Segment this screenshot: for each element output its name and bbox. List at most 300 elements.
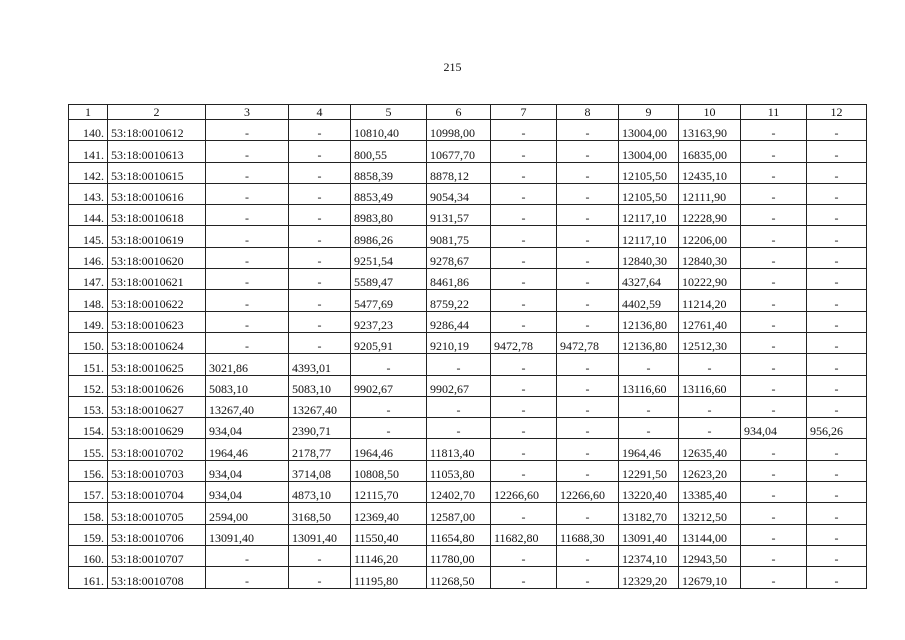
cadastral-number-cell: 53:18:0010627 — [108, 396, 206, 417]
value-cell: - — [289, 545, 351, 566]
value-cell: - — [289, 183, 351, 204]
value-cell: - — [557, 183, 619, 204]
value-cell: 12369,40 — [351, 503, 427, 524]
table-row — [69, 503, 867, 524]
value-cell: - — [289, 567, 351, 588]
value-cell: - — [206, 120, 289, 141]
value-cell: 1964,46 — [619, 439, 679, 460]
value-cell: - — [491, 183, 557, 204]
value-cell: 11146,20 — [351, 545, 427, 566]
column-header: 11 — [741, 105, 807, 120]
value-cell: 3168,50 — [289, 503, 351, 524]
value-cell: 2390,71 — [289, 418, 351, 439]
value-cell: - — [206, 141, 289, 162]
cadastral-number-cell: 53:18:0010622 — [108, 290, 206, 311]
value-cell: - — [557, 205, 619, 226]
value-cell: 2178,77 — [289, 439, 351, 460]
cadastral-number-cell: 53:18:0010702 — [108, 439, 206, 460]
cadastral-number-cell: 53:18:0010615 — [108, 162, 206, 183]
value-cell: 4393,01 — [289, 354, 351, 375]
cadastral-number-cell: 53:18:0010613 — [108, 141, 206, 162]
value-cell: - — [289, 269, 351, 290]
value-cell: 5477,69 — [351, 290, 427, 311]
row-number-cell: 145. — [69, 226, 108, 247]
table-row — [69, 226, 867, 247]
value-cell: 1964,46 — [206, 439, 289, 460]
value-cell: 11214,20 — [679, 290, 741, 311]
cadastral-number-cell: 53:18:0010619 — [108, 226, 206, 247]
value-cell: 3714,08 — [289, 460, 351, 481]
value-cell: - — [741, 141, 807, 162]
value-cell: - — [741, 460, 807, 481]
table-row — [69, 439, 867, 460]
value-cell: - — [619, 354, 679, 375]
value-cell: 12761,40 — [679, 311, 741, 332]
value-cell: 11813,40 — [427, 439, 491, 460]
value-cell: 11550,40 — [351, 524, 427, 545]
value-cell: - — [741, 545, 807, 566]
value-cell: 9210,19 — [427, 332, 491, 353]
value-cell: 4402,59 — [619, 290, 679, 311]
value-cell: - — [491, 567, 557, 588]
value-cell: 9278,67 — [427, 247, 491, 268]
column-header: 9 — [619, 105, 679, 120]
value-cell: - — [807, 205, 867, 226]
value-cell: 12679,10 — [679, 567, 741, 588]
value-cell: - — [557, 354, 619, 375]
cadastral-number-cell: 53:18:0010704 — [108, 482, 206, 503]
value-cell: - — [619, 418, 679, 439]
row-number-cell: 150. — [69, 332, 108, 353]
value-cell: - — [557, 269, 619, 290]
table-row — [69, 332, 867, 353]
value-cell: - — [491, 311, 557, 332]
row-number-cell: 151. — [69, 354, 108, 375]
value-cell: - — [807, 482, 867, 503]
value-cell: 4327,64 — [619, 269, 679, 290]
cadastral-number-cell: 53:18:0010612 — [108, 120, 206, 141]
value-cell: - — [491, 269, 557, 290]
value-cell: 12111,90 — [679, 183, 741, 204]
value-cell: - — [289, 141, 351, 162]
table-row — [69, 418, 867, 439]
value-cell: - — [557, 375, 619, 396]
value-cell: 9205,91 — [351, 332, 427, 353]
row-number-cell: 147. — [69, 269, 108, 290]
value-cell: - — [206, 162, 289, 183]
value-cell: 12623,20 — [679, 460, 741, 481]
value-cell: - — [289, 247, 351, 268]
value-cell: - — [807, 524, 867, 545]
table-row — [69, 311, 867, 332]
value-cell: 10808,50 — [351, 460, 427, 481]
value-cell: - — [807, 141, 867, 162]
value-cell: - — [557, 567, 619, 588]
value-cell: 9902,67 — [351, 375, 427, 396]
value-cell: - — [206, 269, 289, 290]
column-header: 8 — [557, 105, 619, 120]
value-cell: - — [741, 332, 807, 353]
value-cell: - — [491, 226, 557, 247]
value-cell: 12374,10 — [619, 545, 679, 566]
value-cell: 13144,00 — [679, 524, 741, 545]
value-cell: - — [491, 460, 557, 481]
value-cell: 9472,78 — [491, 332, 557, 353]
value-cell: - — [741, 354, 807, 375]
value-cell: 5083,10 — [206, 375, 289, 396]
value-cell: - — [289, 311, 351, 332]
value-cell: - — [807, 162, 867, 183]
value-cell: - — [557, 247, 619, 268]
table-row — [69, 120, 867, 141]
column-header: 5 — [351, 105, 427, 120]
value-cell: - — [491, 141, 557, 162]
value-cell: - — [557, 141, 619, 162]
row-number-cell: 149. — [69, 311, 108, 332]
value-cell: 10222,90 — [679, 269, 741, 290]
value-cell: 12266,60 — [491, 482, 557, 503]
value-cell: - — [807, 120, 867, 141]
value-cell: 8461,86 — [427, 269, 491, 290]
value-cell: 12840,30 — [679, 247, 741, 268]
value-cell: - — [807, 311, 867, 332]
value-cell: - — [206, 567, 289, 588]
column-header: 4 — [289, 105, 351, 120]
value-cell: 11682,80 — [491, 524, 557, 545]
value-cell: 9472,78 — [557, 332, 619, 353]
cadastral-number-cell: 53:18:0010620 — [108, 247, 206, 268]
value-cell: 8853,49 — [351, 183, 427, 204]
table-row — [69, 162, 867, 183]
value-cell: 12291,50 — [619, 460, 679, 481]
table-row — [69, 247, 867, 268]
row-number-cell: 160. — [69, 545, 108, 566]
value-cell: - — [289, 120, 351, 141]
value-cell: - — [557, 439, 619, 460]
value-cell: - — [557, 290, 619, 311]
value-cell: 9286,44 — [427, 311, 491, 332]
cadastral-number-cell: 53:18:0010707 — [108, 545, 206, 566]
table-row — [69, 545, 867, 566]
value-cell: 13267,40 — [206, 396, 289, 417]
value-cell: 11268,50 — [427, 567, 491, 588]
value-cell: 11053,80 — [427, 460, 491, 481]
value-cell: - — [557, 226, 619, 247]
value-cell: - — [491, 354, 557, 375]
table-row — [69, 375, 867, 396]
value-cell: 12206,00 — [679, 226, 741, 247]
value-cell: 11654,80 — [427, 524, 491, 545]
value-cell: 1964,46 — [351, 439, 427, 460]
column-header: 3 — [206, 105, 289, 120]
value-cell: - — [807, 396, 867, 417]
value-cell: 12943,50 — [679, 545, 741, 566]
value-cell: 9902,67 — [427, 375, 491, 396]
value-cell: - — [491, 375, 557, 396]
table-row — [69, 141, 867, 162]
value-cell: 12266,60 — [557, 482, 619, 503]
value-cell: - — [289, 332, 351, 353]
column-header: 7 — [491, 105, 557, 120]
value-cell: 12587,00 — [427, 503, 491, 524]
value-cell: - — [741, 396, 807, 417]
cadastral-number-cell: 53:18:0010616 — [108, 183, 206, 204]
column-header: 6 — [427, 105, 491, 120]
value-cell: 12512,30 — [679, 332, 741, 353]
value-cell: 13182,70 — [619, 503, 679, 524]
value-cell: 13212,50 — [679, 503, 741, 524]
cadastral-number-cell: 53:18:0010705 — [108, 503, 206, 524]
page-number: 215 — [443, 60, 462, 74]
value-cell: 10810,40 — [351, 120, 427, 141]
value-cell: - — [741, 269, 807, 290]
row-number-cell: 157. — [69, 482, 108, 503]
value-cell: 12115,70 — [351, 482, 427, 503]
value-cell: 956,26 — [807, 418, 867, 439]
value-cell: - — [807, 439, 867, 460]
cadastral-number-cell: 53:18:0010703 — [108, 460, 206, 481]
value-cell: 12117,10 — [619, 226, 679, 247]
value-cell: - — [807, 567, 867, 588]
cadastral-number-cell: 53:18:0010625 — [108, 354, 206, 375]
value-cell: - — [741, 524, 807, 545]
value-cell: - — [351, 354, 427, 375]
value-cell: 13091,40 — [206, 524, 289, 545]
value-cell: - — [491, 396, 557, 417]
value-cell: - — [206, 290, 289, 311]
value-cell: 8983,80 — [351, 205, 427, 226]
value-cell: 13116,60 — [679, 375, 741, 396]
value-cell: 12435,10 — [679, 162, 741, 183]
value-cell: - — [491, 290, 557, 311]
value-cell: - — [491, 439, 557, 460]
value-cell: 13004,00 — [619, 141, 679, 162]
value-cell: - — [741, 439, 807, 460]
value-cell: - — [491, 120, 557, 141]
value-cell: 5589,47 — [351, 269, 427, 290]
value-cell: 13116,60 — [619, 375, 679, 396]
value-cell: - — [807, 247, 867, 268]
value-cell: - — [206, 205, 289, 226]
value-cell: - — [206, 183, 289, 204]
value-cell: 13091,40 — [289, 524, 351, 545]
value-cell: - — [491, 545, 557, 566]
value-cell: 12105,50 — [619, 162, 679, 183]
value-cell: - — [289, 162, 351, 183]
value-cell: - — [427, 418, 491, 439]
value-cell: - — [289, 290, 351, 311]
value-cell: - — [741, 226, 807, 247]
value-cell: - — [807, 503, 867, 524]
value-cell: - — [741, 162, 807, 183]
value-cell: - — [557, 162, 619, 183]
value-cell: - — [289, 205, 351, 226]
header-row — [69, 105, 867, 120]
value-cell: - — [807, 183, 867, 204]
row-number-cell: 156. — [69, 460, 108, 481]
value-cell: 13385,40 — [679, 482, 741, 503]
value-cell: 12136,80 — [619, 311, 679, 332]
value-cell: 13267,40 — [289, 396, 351, 417]
cadastral-number-cell: 53:18:0010621 — [108, 269, 206, 290]
column-header: 2 — [108, 105, 206, 120]
value-cell: - — [206, 247, 289, 268]
value-cell: 2594,00 — [206, 503, 289, 524]
value-cell: 934,04 — [206, 482, 289, 503]
value-cell: - — [206, 545, 289, 566]
value-cell: 12329,20 — [619, 567, 679, 588]
value-cell: 12136,80 — [619, 332, 679, 353]
value-cell: 8858,39 — [351, 162, 427, 183]
cadastral-number-cell: 53:18:0010618 — [108, 205, 206, 226]
value-cell: 934,04 — [206, 418, 289, 439]
row-number-cell: 161. — [69, 567, 108, 588]
table-row — [69, 460, 867, 481]
table-row — [69, 290, 867, 311]
value-cell: - — [427, 354, 491, 375]
value-cell: - — [351, 396, 427, 417]
value-cell: 12840,30 — [619, 247, 679, 268]
row-number-cell: 144. — [69, 205, 108, 226]
value-cell: - — [807, 332, 867, 353]
value-cell: 11780,00 — [427, 545, 491, 566]
value-cell: 12635,40 — [679, 439, 741, 460]
value-cell: 8986,26 — [351, 226, 427, 247]
row-number-cell: 146. — [69, 247, 108, 268]
value-cell: - — [206, 332, 289, 353]
table-body — [69, 120, 867, 589]
value-cell: - — [206, 311, 289, 332]
row-number-cell: 142. — [69, 162, 108, 183]
table-row — [69, 396, 867, 417]
value-cell: 800,55 — [351, 141, 427, 162]
value-cell: 5083,10 — [289, 375, 351, 396]
value-cell: - — [491, 162, 557, 183]
value-cell: - — [557, 545, 619, 566]
table-header — [69, 105, 867, 120]
cadastral-number-cell: 53:18:0010624 — [108, 332, 206, 353]
value-cell: - — [807, 290, 867, 311]
value-cell: - — [491, 418, 557, 439]
cadastral-number-cell: 53:18:0010626 — [108, 375, 206, 396]
value-cell: - — [679, 354, 741, 375]
table-row — [69, 205, 867, 226]
row-number-cell: 140. — [69, 120, 108, 141]
column-header: 12 — [807, 105, 867, 120]
value-cell: - — [741, 567, 807, 588]
value-cell: - — [807, 354, 867, 375]
table-row — [69, 269, 867, 290]
row-number-cell: 158. — [69, 503, 108, 524]
value-cell: - — [619, 396, 679, 417]
value-cell: 9237,23 — [351, 311, 427, 332]
value-cell: 10998,00 — [427, 120, 491, 141]
value-cell: 3021,86 — [206, 354, 289, 375]
value-cell: 12228,90 — [679, 205, 741, 226]
value-cell: - — [557, 311, 619, 332]
table-row — [69, 354, 867, 375]
value-cell: - — [491, 503, 557, 524]
row-number-cell: 143. — [69, 183, 108, 204]
value-cell: 13091,40 — [619, 524, 679, 545]
value-cell: - — [351, 418, 427, 439]
value-cell: 9054,34 — [427, 183, 491, 204]
value-cell: - — [741, 503, 807, 524]
value-cell: - — [807, 460, 867, 481]
data-table — [68, 104, 867, 589]
value-cell: - — [807, 269, 867, 290]
value-cell: - — [491, 205, 557, 226]
table-row — [69, 567, 867, 588]
table-row — [69, 482, 867, 503]
row-number-cell: 159. — [69, 524, 108, 545]
value-cell: 8878,12 — [427, 162, 491, 183]
row-number-cell: 154. — [69, 418, 108, 439]
value-cell: - — [206, 226, 289, 247]
value-cell: 10677,70 — [427, 141, 491, 162]
row-number-cell: 153. — [69, 396, 108, 417]
value-cell: - — [679, 396, 741, 417]
column-header: 10 — [679, 105, 741, 120]
value-cell: - — [807, 375, 867, 396]
value-cell: - — [741, 311, 807, 332]
row-number-cell: 155. — [69, 439, 108, 460]
value-cell: 9081,75 — [427, 226, 491, 247]
cadastral-number-cell: 53:18:0010708 — [108, 567, 206, 588]
value-cell: - — [427, 396, 491, 417]
value-cell: 13163,90 — [679, 120, 741, 141]
cadastral-number-cell: 53:18:0010629 — [108, 418, 206, 439]
value-cell: 13004,00 — [619, 120, 679, 141]
value-cell: 12105,50 — [619, 183, 679, 204]
value-cell: 11688,30 — [557, 524, 619, 545]
table-row — [69, 183, 867, 204]
table-row — [69, 524, 867, 545]
cadastral-number-cell: 53:18:0010623 — [108, 311, 206, 332]
value-cell: - — [289, 226, 351, 247]
value-cell: - — [557, 120, 619, 141]
value-cell: 8759,22 — [427, 290, 491, 311]
cadastral-number-cell: 53:18:0010706 — [108, 524, 206, 545]
row-number-cell: 141. — [69, 141, 108, 162]
value-cell: 9131,57 — [427, 205, 491, 226]
value-cell: - — [679, 418, 741, 439]
value-cell: - — [807, 545, 867, 566]
row-number-cell: 148. — [69, 290, 108, 311]
row-number-cell: 152. — [69, 375, 108, 396]
value-cell: 4873,10 — [289, 482, 351, 503]
value-cell: - — [557, 396, 619, 417]
value-cell: - — [741, 375, 807, 396]
value-cell: - — [741, 183, 807, 204]
value-cell: - — [741, 120, 807, 141]
value-cell: 934,04 — [741, 418, 807, 439]
value-cell: 12117,10 — [619, 205, 679, 226]
value-cell: 16835,00 — [679, 141, 741, 162]
value-cell: - — [807, 226, 867, 247]
column-header: 1 — [69, 105, 108, 120]
value-cell: 12402,70 — [427, 482, 491, 503]
value-cell: - — [741, 290, 807, 311]
value-cell: - — [557, 503, 619, 524]
value-cell: - — [491, 247, 557, 268]
value-cell: - — [557, 460, 619, 481]
value-cell: - — [741, 205, 807, 226]
value-cell: 9251,54 — [351, 247, 427, 268]
value-cell: 11195,80 — [351, 567, 427, 588]
value-cell: 13220,40 — [619, 482, 679, 503]
value-cell: 934,04 — [206, 460, 289, 481]
